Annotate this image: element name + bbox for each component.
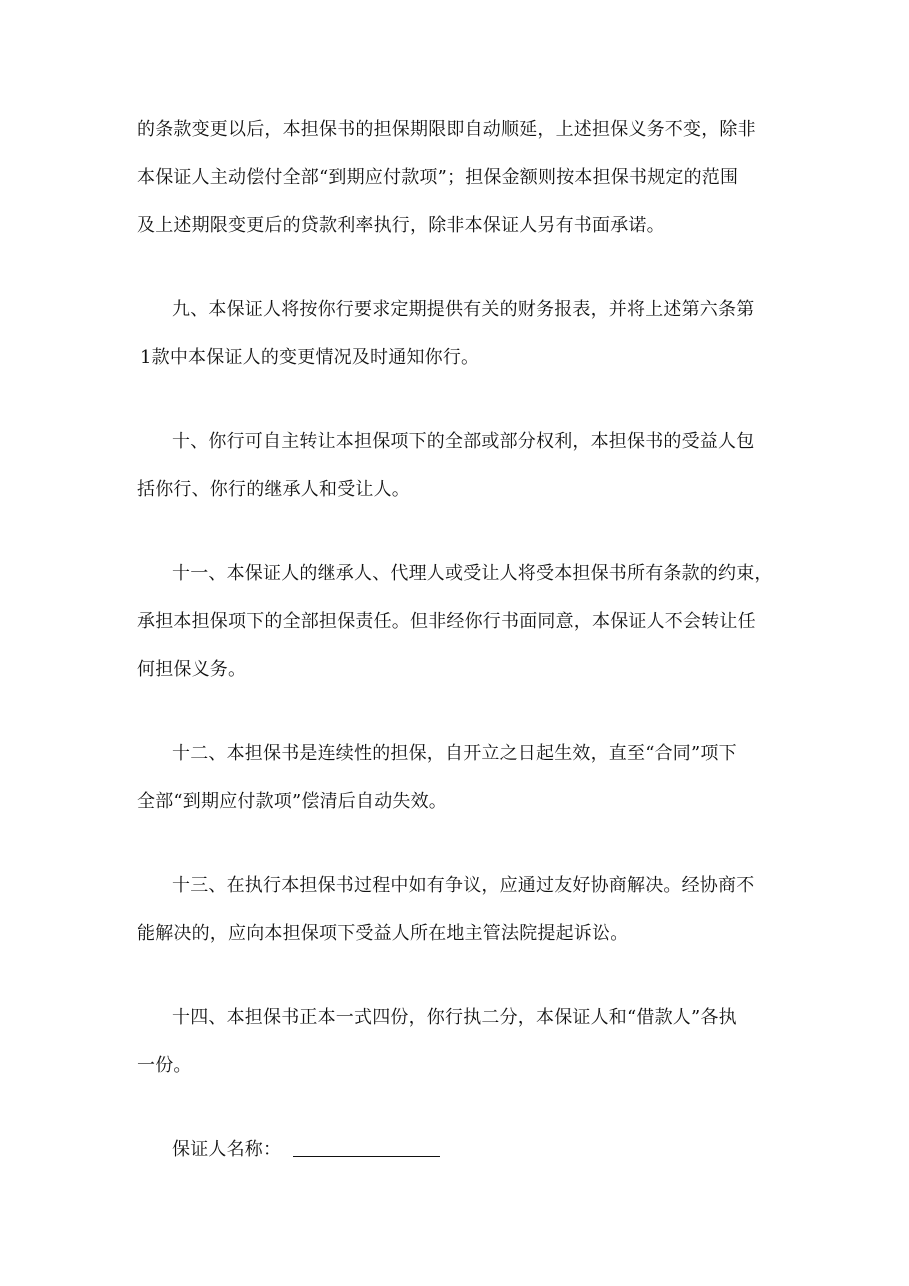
clause-9-line-2: 1款中本保证人的变更情况及时通知你行。 — [140, 347, 480, 368]
clause-8-line-1: 的条款变更以后，本担保书的担保期限即自动顺延，上述担保义务不变，除非 — [137, 119, 756, 140]
clause-8-line-2: 本保证人主动偿付全部“到期应付款项”；担保金额则按本担保书规定的范围 — [137, 167, 739, 188]
clause-14-line-2: 一份。 — [137, 1055, 192, 1076]
clause-8-line-3: 及上述期限变更后的贷款利率执行，除非本保证人另有书面承诺。 — [137, 215, 665, 236]
clause-10-line-2: 括你行、你行的继承人和受让人。 — [137, 479, 410, 500]
guarantor-name-label: 保证人名称： — [172, 1139, 282, 1160]
clause-13-line-1: 十三、在执行本担保书过程中如有争议，应通过友好协商解决。经协商不 — [172, 875, 755, 896]
clause-12-line-1: 十二、本担保书是连续性的担保，自开立之日起生效，直至“合同”项下 — [172, 743, 737, 764]
clause-13-line-2: 能解决的，应向本担保项下受益人所在地主管法院提起诉讼。 — [137, 923, 629, 944]
clause-12-line-2: 全部“到期应付款项”偿清后自动失效。 — [137, 791, 448, 812]
clause-11-line-2: 承担本担保项下的全部担保责任。但非经你行书面同意，本保证人不会转让任 — [137, 611, 756, 632]
clause-10-line-1: 十、你行可自主转让本担保项下的全部或部分权利，本担保书的受益人包 — [172, 431, 755, 452]
clause-14-line-1: 十四、本担保书正本一式四份，你行执二分，本保证人和“借款人”各执 — [172, 1007, 737, 1028]
guarantor-name-blank — [293, 1156, 440, 1157]
clause-11-line-1: 十一、本保证人的继承人、代理人或受让人将受本担保书所有条款的约束， — [172, 563, 773, 584]
clause-9-line-1: 九、本保证人将按你行要求定期提供有关的财务报表，并将上述第六条第 — [172, 299, 755, 320]
clause-11-line-3: 何担保义务。 — [137, 659, 247, 680]
